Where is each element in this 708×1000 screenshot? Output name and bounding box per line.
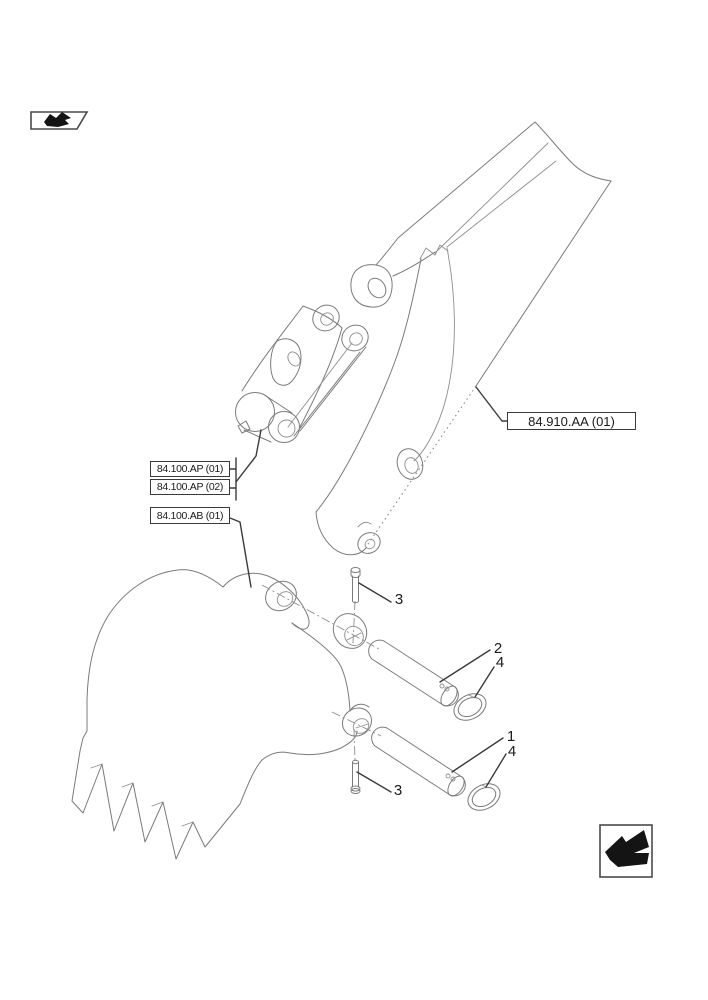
pin-2-drawing bbox=[369, 640, 461, 709]
item-callout-1[interactable]: 1 bbox=[506, 728, 516, 745]
bucket-drawing bbox=[72, 570, 377, 859]
item-callout-4-lower[interactable]: 4 bbox=[507, 743, 517, 760]
item-callout-3-upper[interactable]: 3 bbox=[394, 591, 404, 608]
bolt-3-lower-drawing bbox=[351, 760, 360, 793]
callout-box-84-100-AB-01[interactable]: 84.100.AB (01) bbox=[150, 507, 230, 524]
section-marker-icon[interactable] bbox=[31, 112, 87, 129]
item-callout-2[interactable]: 2 bbox=[493, 640, 503, 657]
link-assembly-drawing bbox=[236, 300, 374, 442]
cylinder-rod-drawing bbox=[351, 238, 448, 307]
callout-box-84-100-AP-02[interactable]: 84.100.AP (02) bbox=[150, 479, 230, 495]
pin-1-drawing bbox=[372, 727, 468, 799]
leader-lines bbox=[229, 387, 507, 792]
ring-4-lower-drawing bbox=[463, 778, 504, 815]
bolt-3-upper-drawing bbox=[351, 568, 360, 603]
item-callout-4-upper[interactable]: 4 bbox=[495, 654, 505, 671]
ring-4-upper-drawing bbox=[449, 688, 490, 725]
arm-drawing bbox=[316, 122, 611, 557]
callout-box-84-100-AP-01[interactable]: 84.100.AP (01) bbox=[150, 461, 230, 477]
return-arrow-icon[interactable] bbox=[600, 825, 652, 877]
callout-box-84-910-AA-01[interactable]: 84.910.AA (01) bbox=[507, 412, 636, 430]
item-callout-3-lower[interactable]: 3 bbox=[393, 782, 403, 799]
